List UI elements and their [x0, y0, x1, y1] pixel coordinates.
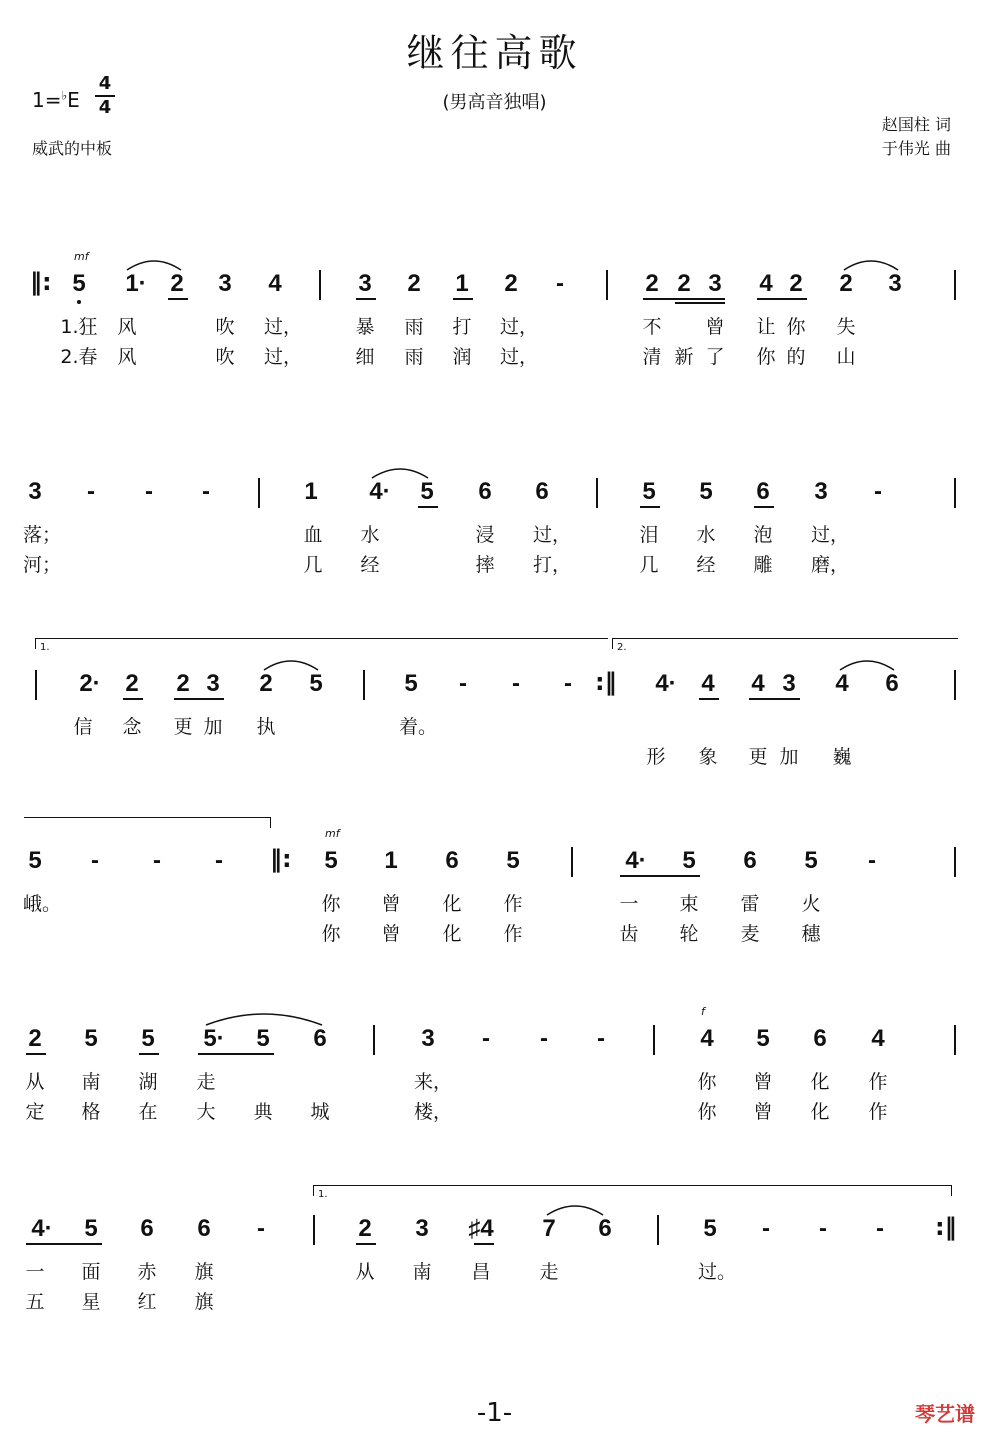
lyric: 雕	[753, 554, 773, 576]
lyric: 过。	[697, 1261, 736, 1283]
lyric: 失	[836, 316, 856, 338]
note: 5	[84, 1025, 98, 1052]
lyric: 赤	[137, 1261, 157, 1283]
lyric: 细	[355, 346, 375, 368]
note: 3	[814, 478, 828, 505]
octave-dot	[77, 300, 81, 304]
lyric: 来，	[413, 1071, 452, 1093]
dash: -	[819, 1215, 827, 1242]
note: 2	[28, 1025, 42, 1052]
dynamic-mf: mf	[74, 250, 89, 263]
lyric: 五	[25, 1291, 45, 1313]
lyricist-credit: 赵国柱 词	[881, 115, 951, 134]
beam	[675, 302, 725, 304]
barline	[653, 1025, 655, 1055]
note: 5	[404, 670, 418, 697]
lyric: 你	[697, 1071, 717, 1093]
lyric: 曾	[381, 923, 401, 945]
lyric: 打，	[532, 554, 571, 576]
slur	[838, 656, 896, 672]
slur	[262, 656, 320, 672]
lyric: 昌	[471, 1261, 491, 1283]
lyric: 加	[203, 716, 223, 738]
note: 2	[170, 270, 184, 297]
lyric: 穗	[801, 923, 821, 945]
lyric: 执	[256, 716, 276, 738]
lyric: 雷	[740, 893, 760, 915]
dash: -	[257, 1215, 265, 1242]
note: 5	[28, 847, 42, 874]
lyric: 新	[674, 346, 694, 368]
barline	[373, 1025, 375, 1055]
note: 6	[140, 1215, 154, 1242]
note: 5	[699, 478, 713, 505]
lyric: 曾	[753, 1101, 773, 1123]
lyric: 更	[748, 746, 768, 768]
lyric: 火	[801, 893, 821, 915]
lyric: 经	[360, 554, 380, 576]
tempo-marking: 威武的中板	[32, 139, 113, 158]
lyric: 更	[173, 716, 193, 738]
note: 4	[871, 1025, 885, 1052]
lyric: 南	[81, 1071, 101, 1093]
note: 5	[84, 1215, 98, 1242]
dash: -	[215, 847, 223, 874]
note: 3	[708, 270, 722, 297]
lyric: 旗	[194, 1261, 214, 1283]
key-signature: 1=♭E	[32, 88, 80, 112]
note: 6	[598, 1215, 612, 1242]
beam	[123, 698, 143, 700]
note: 3	[28, 478, 42, 505]
note: 2	[176, 670, 190, 697]
lyric: 泡	[753, 524, 773, 546]
lyric: 几	[303, 554, 323, 576]
lyric: 一	[25, 1261, 45, 1283]
note: 4·	[655, 670, 677, 697]
beam	[174, 698, 224, 700]
barline	[313, 1215, 315, 1245]
lyric: 走	[196, 1071, 216, 1093]
repeat-end: :‖	[935, 1213, 957, 1241]
slur	[125, 256, 183, 272]
note: 1·	[125, 270, 147, 297]
repeat-end: :‖	[595, 668, 617, 696]
dash: -	[762, 1215, 770, 1242]
dash: -	[597, 1025, 605, 1052]
lyric: 红	[137, 1291, 157, 1313]
lyric: 作	[503, 923, 523, 945]
dash: -	[556, 270, 564, 297]
note: 6	[197, 1215, 211, 1242]
lyric: 着。	[398, 716, 437, 738]
dash: -	[876, 1215, 884, 1242]
lyric: 作	[503, 893, 523, 915]
volta-first: 1.	[35, 638, 608, 649]
dash: -	[202, 478, 210, 505]
beam	[474, 1243, 494, 1245]
lyric: 星	[81, 1291, 101, 1313]
dash: -	[91, 847, 99, 874]
note: 5	[309, 670, 323, 697]
lyric: 磨，	[810, 554, 849, 576]
barline	[954, 847, 956, 877]
lyric: 风	[117, 346, 137, 368]
note: 4·	[625, 847, 647, 874]
lyric: 作	[868, 1101, 888, 1123]
note: 5	[682, 847, 696, 874]
lyric: 信	[73, 716, 93, 738]
lyric: 旗	[194, 1291, 214, 1313]
dash: -	[564, 670, 572, 697]
lyric: 化	[810, 1071, 830, 1093]
note: 5	[256, 1025, 270, 1052]
lyric: 浸	[475, 524, 495, 546]
note: 2	[358, 1215, 372, 1242]
lyric: 水	[696, 524, 716, 546]
dash: -	[87, 478, 95, 505]
barline	[258, 478, 260, 508]
dash: -	[540, 1025, 548, 1052]
lyric: 在	[138, 1101, 158, 1123]
beam	[198, 1053, 274, 1055]
repeat-start: ‖:	[30, 268, 52, 296]
time-signature: 4 4	[95, 74, 115, 118]
dash: -	[145, 478, 153, 505]
repeat-start: ‖:	[270, 845, 292, 873]
dash: -	[512, 670, 520, 697]
barline	[363, 670, 365, 700]
lyric: 走	[539, 1261, 559, 1283]
lyric: 雨	[404, 346, 424, 368]
lyric: 从	[25, 1071, 45, 1093]
note: ♯4	[468, 1215, 494, 1242]
lyric: 齿	[619, 923, 639, 945]
barline	[606, 270, 608, 300]
lyric: 清	[642, 346, 662, 368]
note: 2	[789, 270, 803, 297]
slur	[204, 1009, 324, 1027]
note: 3	[218, 270, 232, 297]
slur	[370, 464, 430, 480]
note: 2	[125, 670, 139, 697]
lyric: 定	[25, 1101, 45, 1123]
barline	[954, 670, 956, 700]
lyric: 吹	[215, 316, 235, 338]
note: 6	[756, 478, 770, 505]
beam	[640, 506, 660, 508]
note: 5	[506, 847, 520, 874]
lyric: 化	[810, 1101, 830, 1123]
note: 6	[743, 847, 757, 874]
note: 3	[358, 270, 372, 297]
lyric: 你	[786, 316, 806, 338]
beam	[356, 1243, 376, 1245]
lyric: 束	[679, 893, 699, 915]
note: 2	[839, 270, 853, 297]
lyric: 南	[412, 1261, 432, 1283]
beam	[139, 1053, 159, 1055]
beam	[754, 506, 774, 508]
lyric: 让	[756, 316, 776, 338]
lyric: 你	[321, 893, 341, 915]
lyric: 摔	[475, 554, 495, 576]
lyric: 过，	[810, 524, 849, 546]
note: 5	[804, 847, 818, 874]
beam	[356, 298, 376, 300]
note: 4	[751, 670, 765, 697]
note: 5	[642, 478, 656, 505]
lyric: 暴	[355, 316, 375, 338]
lyric: 曾	[753, 1071, 773, 1093]
note: 7	[542, 1215, 556, 1242]
slur	[842, 256, 900, 272]
lyric: 面	[81, 1261, 101, 1283]
lyric: 过，	[264, 346, 303, 368]
beam	[699, 698, 719, 700]
beam	[168, 298, 188, 300]
barline	[657, 1215, 659, 1245]
site-logo: 琴艺谱	[915, 1402, 975, 1426]
note: 3	[888, 270, 902, 297]
dynamic-mf: mf	[325, 827, 340, 840]
lyric: 吹	[215, 346, 235, 368]
lyric: 几	[639, 554, 659, 576]
note: 6	[313, 1025, 327, 1052]
composer-credit: 于伟光 曲	[881, 139, 951, 158]
volta-second-continued	[24, 817, 271, 828]
note: 4	[700, 1025, 714, 1052]
lyric: 曾	[381, 893, 401, 915]
note: 1	[384, 847, 398, 874]
volta-second: 2.	[612, 638, 958, 649]
beam	[418, 506, 438, 508]
dash: -	[482, 1025, 490, 1052]
lyric: 2.春	[60, 346, 98, 368]
note: 4·	[369, 478, 391, 505]
lyric: 加	[779, 746, 799, 768]
volta-first: 1.	[313, 1185, 952, 1196]
note: 2	[504, 270, 518, 297]
lyric: 水	[360, 524, 380, 546]
lyric: 化	[442, 923, 462, 945]
lyric: 雨	[404, 316, 424, 338]
lyric: 不	[642, 316, 662, 338]
note: 4	[835, 670, 849, 697]
slur	[545, 1201, 605, 1217]
lyric: 落；	[22, 524, 61, 546]
note: 6	[445, 847, 459, 874]
note: 4	[701, 670, 715, 697]
lyric: 轮	[679, 923, 699, 945]
lyric: 格	[81, 1101, 101, 1123]
page-subtitle: (男高音独唱)	[442, 92, 547, 113]
note: 2	[677, 270, 691, 297]
barline	[954, 270, 956, 300]
lyric: 1.狂	[60, 316, 98, 338]
beam	[757, 298, 807, 300]
barline	[571, 847, 573, 877]
lyric: 过，	[264, 316, 303, 338]
lyric: 泪	[639, 524, 659, 546]
lyric: 从	[355, 1261, 375, 1283]
note: 1	[304, 478, 318, 505]
lyric: 峨。	[22, 893, 61, 915]
lyric: 的	[786, 346, 806, 368]
lyric: 风	[117, 316, 137, 338]
lyric: 经	[696, 554, 716, 576]
lyric: 城	[310, 1101, 330, 1123]
lyric: 润	[452, 346, 472, 368]
lyric: 山	[836, 346, 856, 368]
dash: -	[153, 847, 161, 874]
barline	[596, 478, 598, 508]
note: 5	[324, 847, 338, 874]
lyric: 作	[868, 1071, 888, 1093]
note: 6	[885, 670, 899, 697]
note: 2·	[79, 670, 101, 697]
barline	[954, 1025, 956, 1055]
beam	[26, 1243, 102, 1245]
lyric: 形	[646, 746, 666, 768]
lyric: 过，	[532, 524, 571, 546]
beam	[749, 698, 800, 700]
beam	[26, 1053, 46, 1055]
lyric: 血	[303, 524, 323, 546]
lyric: 象	[698, 746, 718, 768]
page-number: -1-	[476, 1398, 513, 1428]
lyric: 大	[196, 1101, 216, 1123]
note: 5	[141, 1025, 155, 1052]
lyric: 了	[705, 346, 725, 368]
barline	[319, 270, 321, 300]
note: 6	[478, 478, 492, 505]
barline	[35, 670, 37, 700]
note: 3	[782, 670, 796, 697]
lyric: 典	[253, 1101, 273, 1123]
page-title: 继往高歌	[406, 31, 583, 75]
note: 3	[206, 670, 220, 697]
lyric: 一	[619, 893, 639, 915]
lyric: 巍	[832, 746, 852, 768]
dash: -	[868, 847, 876, 874]
note: 1	[455, 270, 469, 297]
note: 3	[421, 1025, 435, 1052]
lyric: 化	[442, 893, 462, 915]
lyric: 楼，	[413, 1101, 452, 1123]
beam	[643, 298, 725, 300]
lyric: 打	[452, 316, 472, 338]
note: 5·	[203, 1025, 225, 1052]
note: 4·	[31, 1215, 53, 1242]
note: 4	[759, 270, 773, 297]
dash: -	[874, 478, 882, 505]
note: 5	[703, 1215, 717, 1242]
dash: -	[459, 670, 467, 697]
note: 3	[415, 1215, 429, 1242]
note: 5	[420, 478, 434, 505]
dynamic-f: f	[701, 1005, 705, 1018]
lyric: 湖	[138, 1071, 158, 1093]
lyric: 你	[321, 923, 341, 945]
lyric: 河；	[22, 554, 61, 576]
note: 2	[407, 270, 421, 297]
beam	[453, 298, 473, 300]
lyric: 过，	[500, 346, 539, 368]
note: 2	[259, 670, 273, 697]
note: 4	[268, 270, 282, 297]
barline	[954, 478, 956, 508]
lyric: 你	[756, 346, 776, 368]
note: 6	[535, 478, 549, 505]
beam	[620, 875, 700, 877]
lyric: 曾	[705, 316, 725, 338]
note: 6	[813, 1025, 827, 1052]
lyric: 过，	[500, 316, 539, 338]
note: 5	[72, 270, 86, 297]
lyric: 麦	[740, 923, 760, 945]
note: 5	[756, 1025, 770, 1052]
note: 2	[645, 270, 659, 297]
lyric: 念	[122, 716, 142, 738]
lyric: 你	[697, 1101, 717, 1123]
